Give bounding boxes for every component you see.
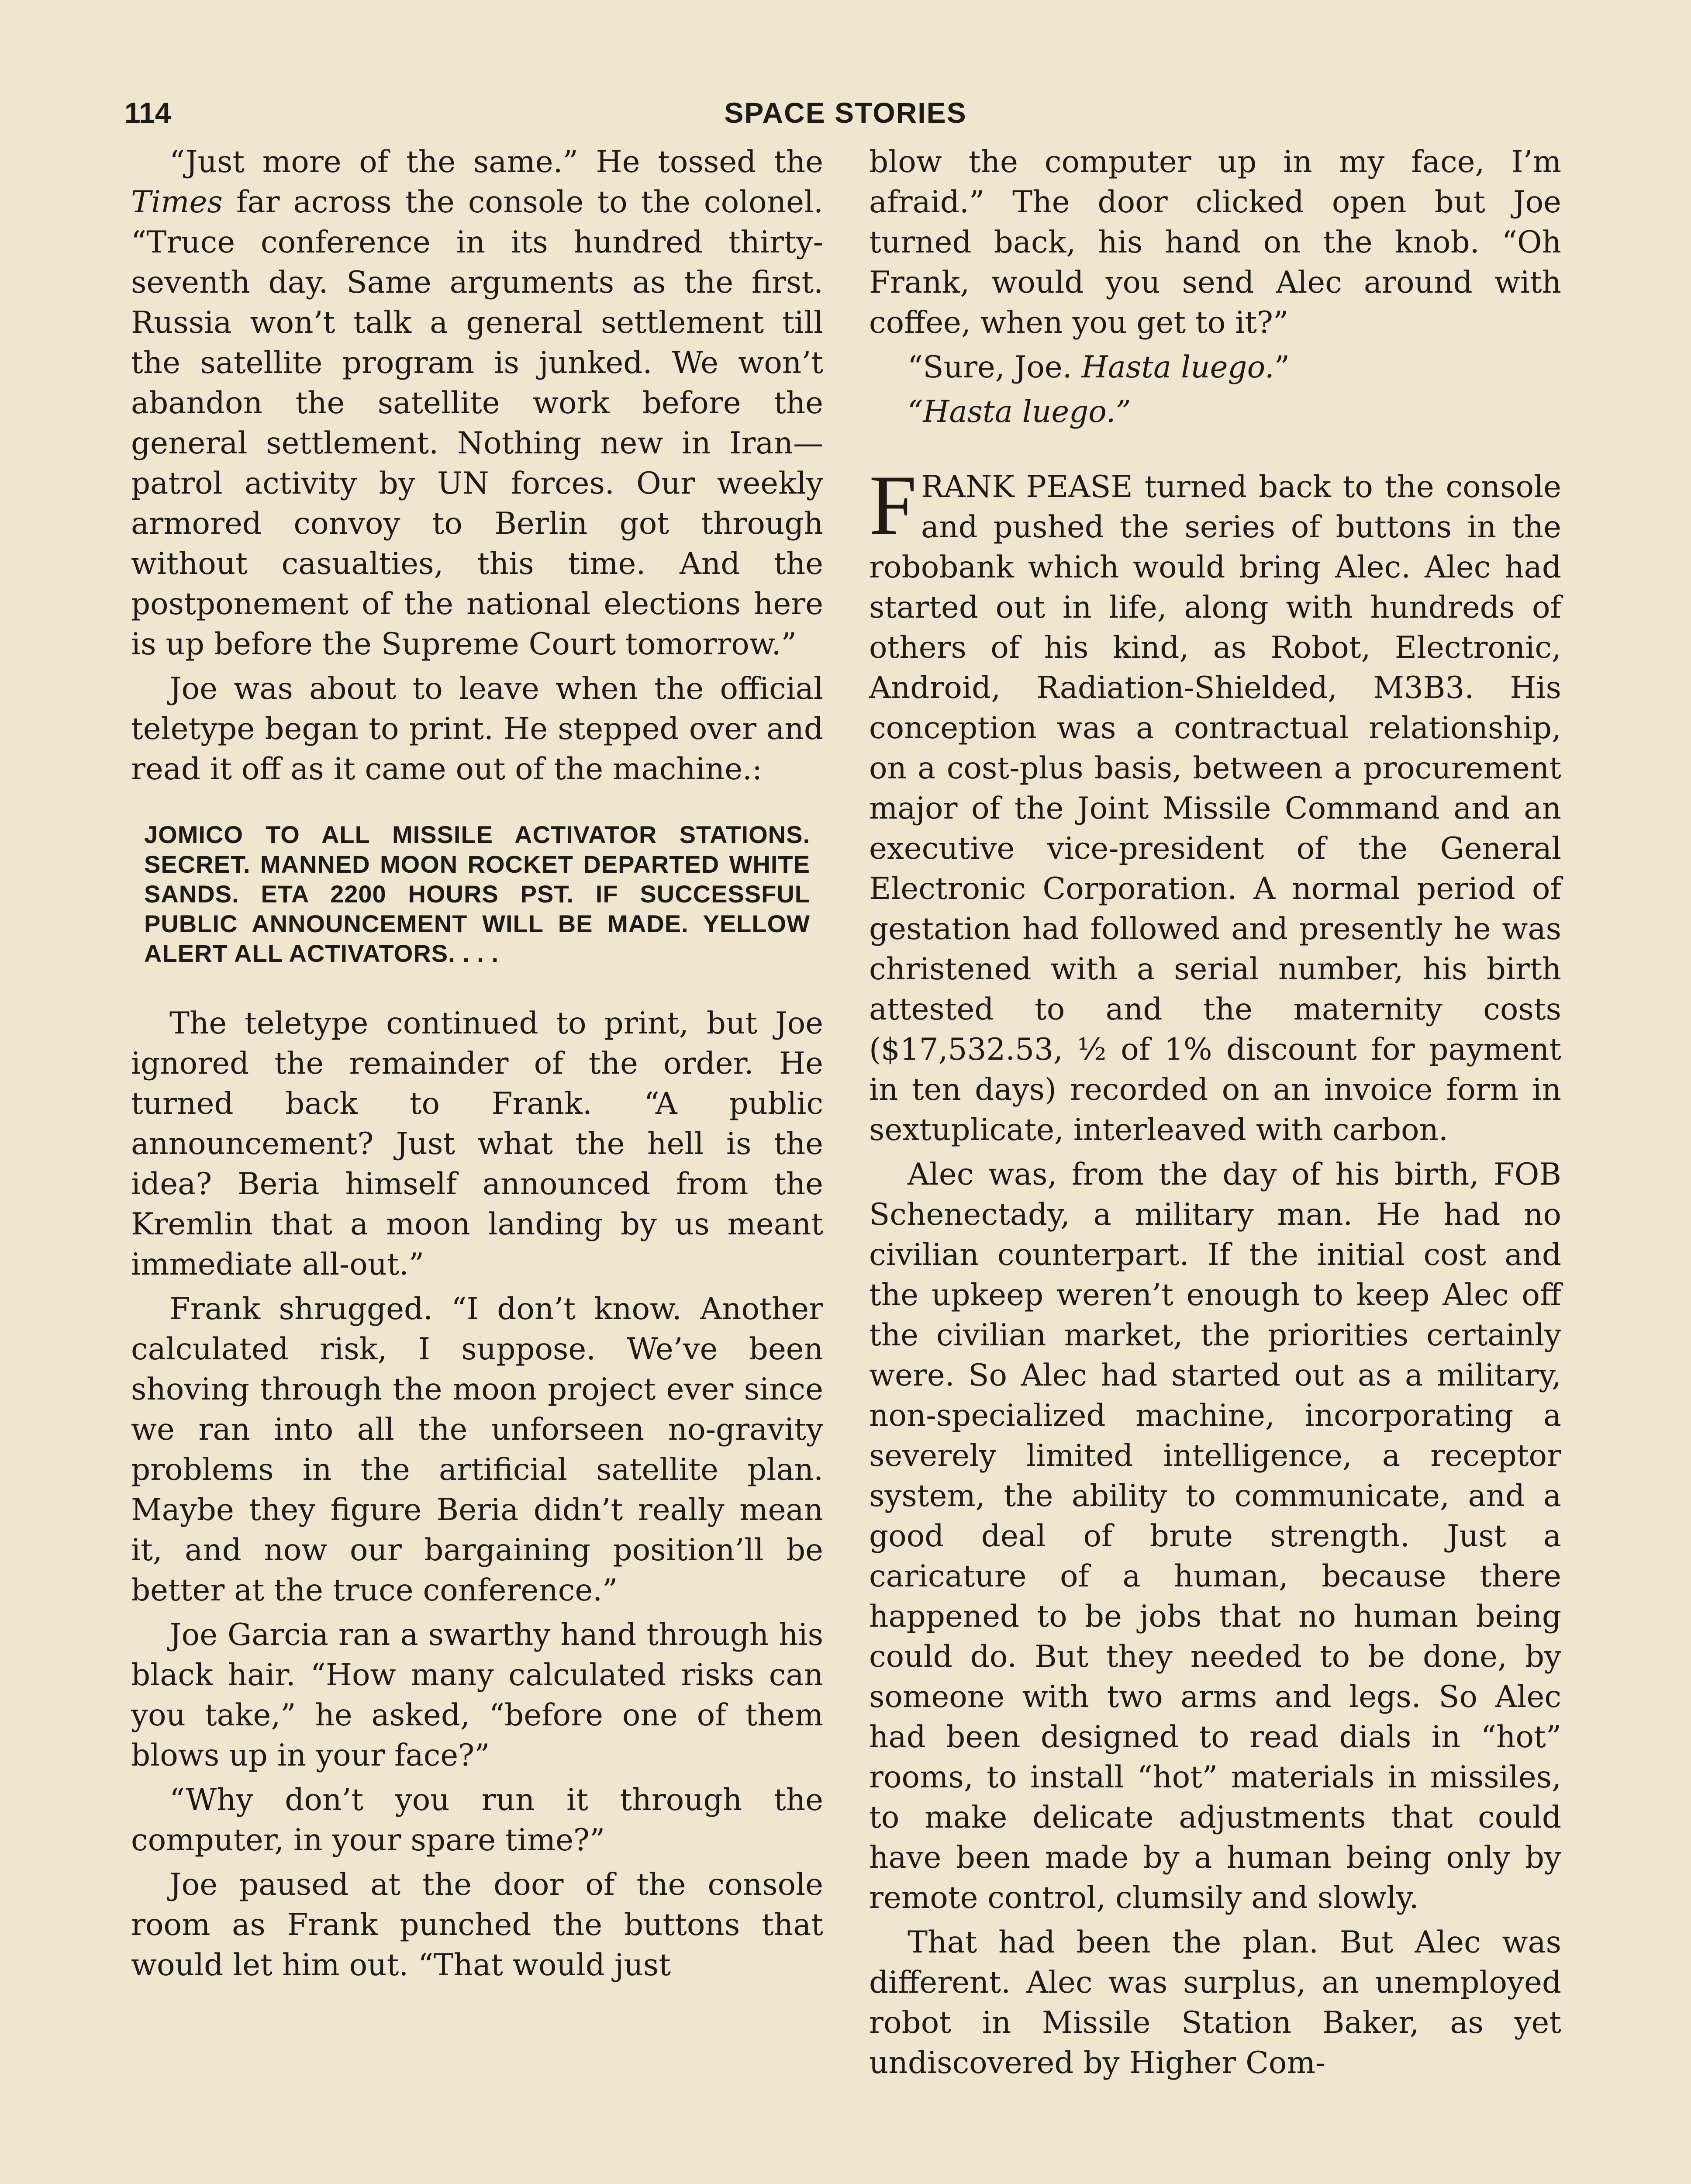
- drop-cap: F: [869, 458, 917, 553]
- right-column: [869, 142, 1561, 2087]
- newspaper-title: Times: [131, 185, 223, 220]
- paragraph: The teletype continued to print, but Joe ignored the remainder of the order. He turned back to Frank. “A public announcement? Just what the hell is the idea? Beria himself announced from the Kremlin that a moon landing by us meant immediate all-out.”: [131, 1006, 823, 1282]
- paragraph-text: ”: [1274, 350, 1290, 385]
- paragraph: blow the computer up in my face, I’m afraid.” The door clicked open but Joe turned back, his hand on the knob. “Oh Frank, would you send Alec around with coffee, when you get to it?”: [869, 145, 1561, 340]
- page-number: 114: [124, 97, 171, 129]
- paragraph-text: “Just more of the same.” He tossed the: [169, 145, 823, 180]
- spanish-phrase: Hasta luego.: [1081, 350, 1274, 385]
- running-head: SPACE STORIES: [724, 97, 967, 129]
- paragraph: Frank shrugged. “I don’t know. Another calculated risk, I suppose. We’ve been shoving through the moon project ever since we ran into all the unforseen no-gravity problems in the artificial satellite plan. Maybe they figure Beria didn’t really mean it, and now our bargaining position’ll be better at the truce conference.”: [131, 1292, 823, 1608]
- paragraph: [869, 347, 1561, 387]
- spanish-phrase: “Hasta luego.”: [908, 394, 1131, 429]
- paragraph: Joe was about to leave when the official teletype began to print. He stepped over and read it off as it came out of the machine.:: [131, 671, 823, 787]
- paragraph: [131, 142, 823, 664]
- paragraph: Alec was, from the day of his birth, FOB Schenectady, a military man. He had no civilian counterpart. If the initial cost and the upkeep weren’t enough to keep Alec off the civilian market, the priorities certainly were. So Alec had started out as a military, non-specialized machine, incorporating a severely limited intelligence, a receptor system, the ability to communicate, and a good deal of brute strength. Just a caricature of a human, because there happened to be jobs that no human being could do. But they needed to be done, by someone with two arms and legs. So Alec had been designed to read dials in “hot” rooms, to install “hot” materials in missiles, to make delicate adjustments that could have been made by a human being only by remote control, clumsily and slowly.: [869, 1157, 1561, 1915]
- paragraph-text: turned back to the console and pushed the series of buttons in the robobank which would bring Alec. Alec had started out in life, along with hundreds of others of his kind, as Robot, Electronic, Android, Radiation-Shielded, M3B3. His conception was a contractual relationship, on a cost-plus basis, between a procurement major of the Joint Missile Command and an executive vice-president of the General Electronic Corporation. A normal period of gestation had followed and presently he was christened with a serial number, his birth attested to and the maternity costs ($17,532.53, ½ of 1% discount for payment in ten days) recorded on an invoice form in sextuplicate, interleaved with carbon.: [869, 470, 1561, 1147]
- left-column: [131, 142, 823, 1990]
- paragraph: [869, 392, 1561, 432]
- page-header: [124, 96, 1567, 135]
- paragraph: “Why don’t you run it through the computer, in your spare time?”: [131, 1783, 823, 1858]
- paragraph: Joe Garcia ran a swarthy hand through his black hair. “How many calculated risks can you take,” he asked, “before one of them blows up in your face?”: [131, 1617, 823, 1773]
- paragraph: That had been the plan. But Alec was different. Alec was surplus, an unemployed robot in Missile Station Baker, as yet undiscovered by Higher Com-: [869, 1925, 1561, 2080]
- lead-in: RANK PEASE: [921, 470, 1133, 505]
- teletype-message: JOMICO TO ALL MISSILE ACTIVATOR STATIONS. SECRET. MANNED MOON ROCKET DEPARTED WHITE SANDS. ETA 2200 HOURS PST. IF SUCCESSFUL PUBLIC ANNOUNCEMENT WILL BE MADE. YELLOW ALERT ALL ACTIVATORS. . . .: [144, 821, 810, 967]
- paragraph-text: far across the console to the colonel. “Truce conference in its hundred thirty-seventh day. Same arguments as the first. Russia won’t talk a general settlement till the satellite program is junked. We won’t abandon the satellite work before the general settlement. Nothing new in Iran—patrol activity by UN forces. Our weekly armored convoy to Berlin got through without casualties, this time. And the postponement of the national elections here is up before the Supreme Court tomorrow.”: [131, 185, 823, 662]
- section-opening-paragraph: [869, 458, 1561, 1150]
- paragraph: Joe paused at the door of the console room as Frank punched the buttons that would let him out. “That would just: [131, 1867, 823, 1983]
- paragraph-text: “Sure, Joe.: [908, 350, 1082, 385]
